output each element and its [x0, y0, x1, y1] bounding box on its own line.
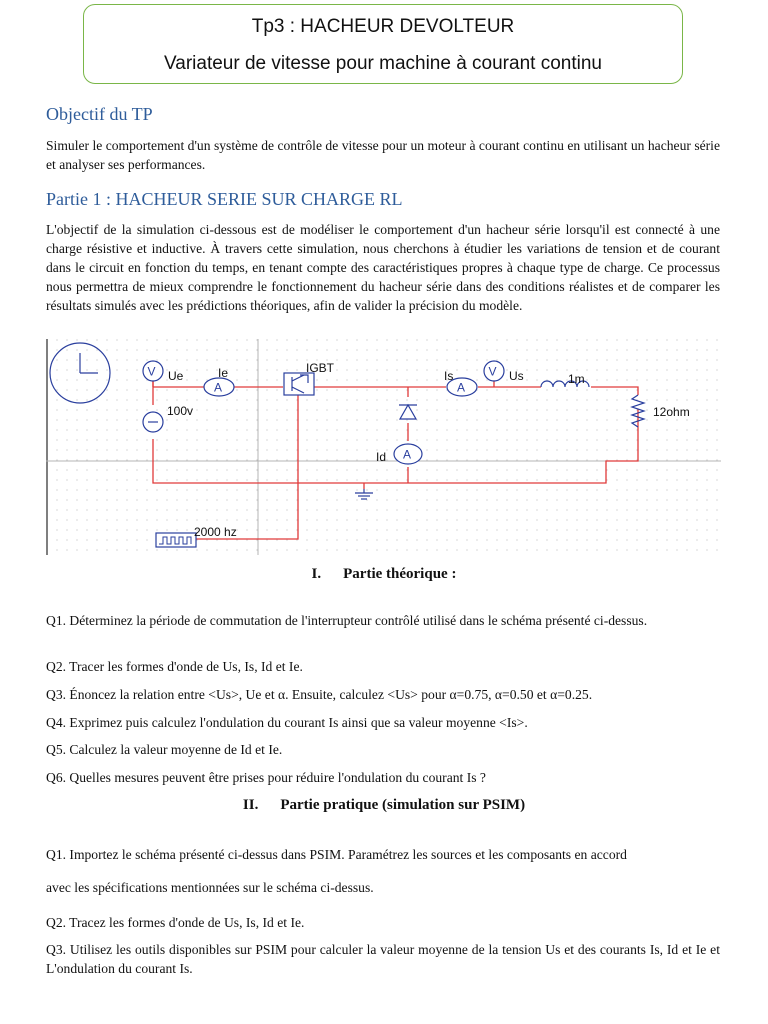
- label-frequency: 2000 hz: [194, 525, 237, 539]
- pratique-title-text: Partie pratique (simulation sur PSIM): [280, 797, 526, 813]
- ammeter-id: [394, 444, 422, 464]
- theorique-q2: Q2. Tracer les formes d'onde de Us, Is, Id et Ie.: [46, 659, 303, 674]
- title-box: [83, 4, 683, 84]
- theorique-q1: Q1. Déterminez la période de commutation de l'interrupteur contrôlé utilisé dans le schéma présenté ci-dessus.: [46, 613, 648, 628]
- igbt-switch: [284, 373, 314, 395]
- label-inductor: 1m: [568, 372, 585, 386]
- svg-text:V: V: [488, 364, 497, 379]
- label-source: 100v: [167, 404, 194, 418]
- label-us: Us: [509, 369, 524, 383]
- label-ue: Ue: [168, 369, 184, 383]
- label-resistor: 12ohm: [653, 405, 690, 419]
- partie1-text: L'objectif de la simulation ci-dessous est de modéliser le comportement d'un hacheur série lorsqu'il est connecté à une charge résistive et inductive. À travers cette simulation, nous cherchons à étudier les variations de tension et de courant dans le circuit en fonction du temps, en tenant compte des caractéristiques propres à chaque type de charge. Ce processus nous permettra de mieux comprendre le fonctionnement du hacheur série dans des conditions réalistes et de comparer les résultats simulés avec les prédictions théoriques, afin de valider la précision du modèle.: [46, 222, 720, 313]
- pratique-title: [0, 797, 768, 814]
- objectif-text: Simuler le comportement d'un système de contrôle de vitesse pour un moteur à courant continu en utilisant un hacheur série et analyser ses performances.: [46, 138, 720, 172]
- pratique-q2: Q2. Tracez les formes d'onde de Us, Is, Id et Ie.: [46, 915, 305, 930]
- svg-text:V: V: [147, 364, 156, 379]
- dc-source: [143, 412, 163, 432]
- pwm-generator: [156, 533, 196, 547]
- pratique-num: II.: [242, 797, 259, 813]
- doc-title: Tp3 : HACHEUR DEVOLTEUR: [251, 16, 515, 37]
- doc-subtitle: Variateur de vitesse pour machine à courant continu: [164, 53, 602, 74]
- pratique-q1-line1: Q1. Importez le schéma présenté ci-dessus dans PSIM. Paramétrez les sources et les composants en accord: [46, 847, 627, 862]
- label-is: Is: [444, 369, 454, 383]
- theorique-q3: Q3. Énoncez la relation entre <Us>, Ue et α. Ensuite, calculez <Us> pour α=0.75, α=0.50 et α=0.25.: [46, 687, 593, 702]
- label-ie: Ie: [218, 366, 229, 380]
- theorique-q5: Q5. Calculez la valeur moyenne de Id et Ie.: [46, 742, 283, 757]
- theorique-q6: Q6. Quelles mesures peuvent être prises pour réduire l'ondulation du courant Is ?: [46, 770, 486, 785]
- svg-text:A: A: [403, 447, 412, 462]
- theorique-title-text: Partie théorique :: [343, 566, 457, 582]
- voltmeter-ue: [143, 361, 163, 381]
- pratique-q3: Q3. Utilisez les outils disponibles sur PSIM pour calculer la valeur moyenne de la tension Us et des courants Is, Id et Ie et L'ondulation du courant Is.: [46, 942, 720, 976]
- label-id: Id: [376, 450, 387, 464]
- label-igbt: IGBT: [306, 361, 335, 375]
- ammeter-ie: [204, 378, 234, 396]
- circuit-diagram: [46, 339, 721, 555]
- partie1-heading: Partie 1 : HACHEUR SERIE SUR CHARGE RL: [46, 189, 403, 209]
- theorique-title: [0, 566, 768, 583]
- theorique-num: I.: [311, 566, 322, 582]
- objectif-heading: Objectif du TP: [46, 104, 153, 124]
- svg-text:A: A: [214, 380, 223, 395]
- theorique-q4: Q4. Exprimez puis calculez l'ondulation du courant Is ainsi que sa valeur moyenne <Is>.: [46, 715, 528, 730]
- svg-text:A: A: [457, 380, 466, 395]
- pratique-q1-line2: avec les spécifications mentionnées sur le schéma ci-dessus.: [46, 880, 374, 895]
